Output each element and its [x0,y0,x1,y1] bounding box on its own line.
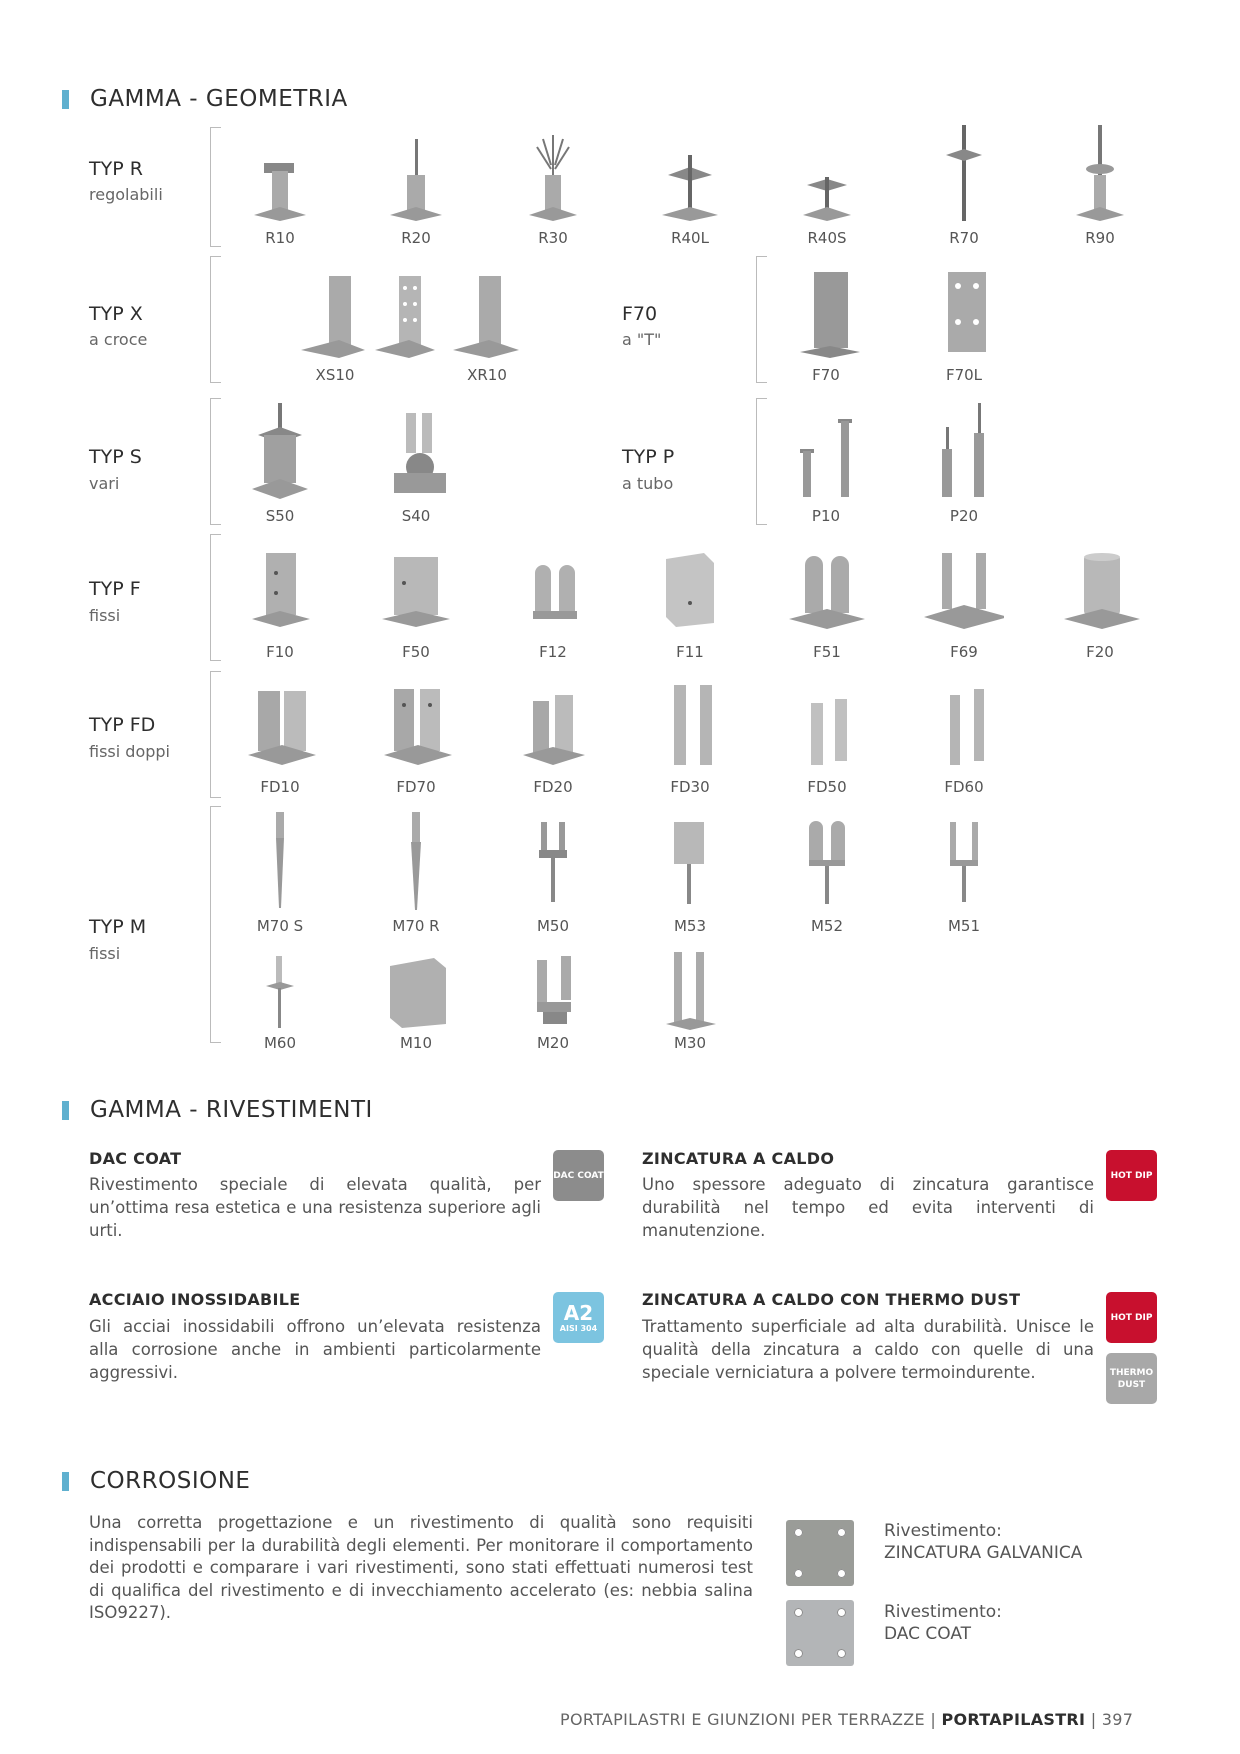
product-r40s [772,125,882,245]
product-f69-image [924,553,1004,653]
product-fd70 [361,685,471,805]
product-label: S40 [401,507,431,525]
product-m51-image [924,812,1004,912]
product-r10 [225,125,335,245]
product-label: M10 [399,1034,433,1052]
product-xs10-image [295,262,455,362]
coating-text: Trattamento superficiale ad alta durabilità. Unisce le qualità della zincatura a caldo con quelle di una speciale verniciatura a polvere termoindurente. [642,1317,1094,1382]
product-label: M20 [536,1034,570,1052]
product-m50 [498,812,608,935]
footer-separator: | [1090,1710,1097,1729]
group-name: F70 [622,303,658,325]
product-f50-image [376,553,456,653]
sample-2-value: DAC COAT [884,1624,972,1644]
sample-2-caption [884,1601,1002,1645]
group-subtitle: vari [89,474,120,493]
product-label: R40L [671,229,709,247]
page-number: 397 [1101,1710,1134,1729]
coating-title: ACCIAIO INOSSIDABILE [89,1290,301,1309]
product-p10-image [786,403,866,503]
product-f10 [225,553,335,673]
product-label: R70 [949,229,979,247]
group-bracket [756,256,757,383]
sample-hole [794,1608,803,1617]
group-bracket [210,127,211,247]
product-fd50-image [787,685,867,785]
group-subtitle: a croce [89,330,148,349]
product-label: FD50 [807,778,847,796]
dac-coat-badge [553,1150,604,1201]
product-m70r [361,812,471,935]
group-name: TYP R [89,158,143,180]
group-name: TYP S [89,446,142,468]
coating-title: ZINCATURA A CALDO [642,1149,835,1168]
group-subtitle: fissi doppi [89,742,170,761]
product-p20 [909,403,1019,523]
badge-main: A2 [563,1300,594,1325]
product-m70s [225,812,335,935]
product-s40-image [376,403,456,503]
product-f70l-image [924,262,1004,362]
product-label: S50 [265,507,295,525]
product-m10 [361,946,471,1066]
product-fd60 [909,685,1019,805]
a2-aisi304-badge [553,1292,604,1343]
product-f51 [772,553,882,673]
product-s40 [361,403,471,523]
sample-1-label: Rivestimento: [884,1521,1002,1541]
product-label: M53 [673,917,707,935]
badge-line-1: THERMO [1109,1367,1154,1378]
product-label: M60 [263,1034,297,1052]
group-subtitle: fissi [89,606,121,625]
badge-label: HOT DIP [1110,1312,1153,1323]
product-r40s-image [787,125,867,225]
product-fd50 [772,685,882,805]
product-f10-image [240,553,320,653]
product-fd60-image [924,685,1004,785]
sample-hole [837,1608,846,1617]
group-bracket [210,806,211,1043]
product-label: M30 [673,1034,707,1052]
product-r90-image [1060,125,1140,225]
group-subtitle: a "T" [622,330,662,349]
group-bracket [210,671,211,798]
footer-section: PORTAPILASTRI E GIUNZIONI PER TERRAZZE | [560,1710,937,1729]
coating-title: ZINCATURA A CALDO CON THERMO DUST [642,1290,1021,1309]
product-m52-image [787,812,867,912]
product-fd10 [225,685,335,805]
product-m52 [772,812,882,935]
corrosion-text: Una corretta progettazione e un rivestimento di qualità sono requisiti indispensabili per la durabilità degli elementi. Per monitorare il comportamento dei prodotti e comparare i vari rivestimenti, sono stati effettuati numerosi test di qualifica del rivestimento e di invecchiamento accelerato (es: nebbia salina ISO9227). [89,1513,753,1622]
section-title-text: CORROSIONE [90,1468,251,1494]
product-label: F11 [676,643,704,661]
product-f20-image [1060,553,1140,653]
product-label: FD60 [944,778,984,796]
product-xs10 [280,262,390,382]
product-xr10 [432,262,542,382]
product-m70r-image [376,812,456,912]
product-m60-image [240,946,320,1046]
section-title-text: GAMMA - GEOMETRIA [90,86,348,112]
thermo-dust-badge [1106,1353,1157,1404]
product-m10-image [376,946,456,1046]
sample-dac-coat-image [786,1600,854,1666]
section-title-coatings [62,1097,373,1123]
product-p20-image [924,403,1004,503]
product-f70l [909,262,1019,382]
product-fd10-image [240,685,320,785]
product-f12-image [513,553,593,653]
product-fd30-image [650,685,730,785]
sample-hole [837,1528,846,1537]
product-label: M70 R [392,917,440,935]
group-bracket [210,534,211,661]
section-marker [62,90,69,109]
product-label: F70 [812,366,840,384]
group-subtitle: fissi [89,944,121,963]
sample-hole [794,1569,803,1578]
group-bracket [210,398,211,525]
product-f51-image [787,553,867,653]
badge-sub: AISI 304 [559,1323,598,1333]
product-f70 [771,262,881,382]
product-label: R20 [401,229,431,247]
group-name: TYP FD [89,714,156,736]
product-m53 [635,812,745,935]
coating-title: DAC COAT [89,1149,182,1168]
badge-label: DAC COAT [553,1170,604,1181]
page-footer [560,1710,1133,1729]
product-m51 [909,812,1019,935]
product-label: F69 [950,643,978,661]
product-s50 [225,403,335,523]
product-p10 [771,403,881,523]
product-r90 [1045,125,1155,245]
hot-dip-badge [1106,1292,1157,1343]
section-title-geometry [62,86,348,112]
product-r10-image [240,125,320,225]
sample-hole [794,1528,803,1537]
coating-text: Gli acciai inossidabili offrono un’elevata resistenza alla corrosione anche in ambienti particolarmente aggressivi. [89,1317,541,1382]
coating-text: Uno spessore adeguato di zincatura garantisce durabilità nel tempo ed evita interventi di manutenzione. [642,1175,1094,1240]
product-fd70-image [376,685,456,785]
product-m20 [498,946,608,1066]
product-label: R90 [1085,229,1115,247]
product-label: FD70 [396,778,436,796]
product-f12 [498,553,608,673]
product-label: M50 [536,917,570,935]
product-label: FD30 [670,778,710,796]
group-name: TYP M [89,916,147,938]
product-label: P10 [811,507,841,525]
sample-1-value: ZINCATURA GALVANICA [884,1543,1083,1563]
product-m30 [635,946,745,1066]
section-marker [62,1101,69,1120]
product-f70-image [786,262,866,362]
product-r70 [909,125,1019,245]
product-label: XS10 [315,366,355,384]
product-f11 [635,553,745,673]
product-m20-image [513,946,593,1046]
product-label: F12 [539,643,567,661]
product-label: P20 [949,507,979,525]
coating-text: Rivestimento speciale di elevata qualità, per un’ottima resa estetica e una resistenza superiore agli urti. [89,1175,541,1240]
footer-chapter: PORTAPILASTRI [941,1710,1086,1729]
product-label: F20 [1086,643,1114,661]
product-label: F51 [813,643,841,661]
product-r30-image [513,125,593,225]
product-label: R40S [807,229,847,247]
sample-galvanized-image [786,1520,854,1586]
product-f50 [361,553,471,673]
product-r70-image [924,125,1004,225]
product-fd30 [635,685,745,805]
group-bracket [210,256,211,383]
product-m60 [225,946,335,1066]
badge-line-2: DUST [1117,1379,1146,1390]
product-label: M70 S [256,917,304,935]
product-label: R30 [538,229,568,247]
product-m53-image [650,812,730,912]
product-r20-image [376,125,456,225]
product-f20 [1045,553,1155,673]
product-label: F50 [402,643,430,661]
group-name: TYP F [89,578,141,600]
group-name: TYP X [89,303,143,325]
product-label: M52 [810,917,844,935]
sample-1-caption [884,1520,1082,1564]
group-name: TYP P [622,446,675,468]
product-fd20 [498,685,608,805]
product-m50-image [513,812,593,912]
product-m70s-image [240,812,320,912]
section-marker [62,1472,69,1491]
product-label: M51 [947,917,981,935]
product-f11-image [650,553,730,653]
product-r40l-image [650,125,730,225]
product-label: F10 [266,643,294,661]
sample-2-label: Rivestimento: [884,1602,1002,1622]
product-r20 [361,125,471,245]
group-subtitle: regolabili [89,185,163,204]
section-title-corrosion [62,1468,250,1494]
product-label: R10 [265,229,295,247]
product-m30-image [650,946,730,1046]
product-r30 [498,125,608,245]
group-bracket [756,398,757,525]
product-label: FD10 [260,778,300,796]
product-xr10-image [447,262,527,362]
product-label: XR10 [467,366,507,384]
sample-hole [837,1649,846,1658]
product-r40l [635,125,745,245]
sample-hole [794,1649,803,1658]
sample-hole [837,1569,846,1578]
badge-label: HOT DIP [1110,1170,1153,1181]
group-subtitle: a tubo [622,474,674,493]
product-label: FD20 [533,778,573,796]
hot-dip-badge [1106,1150,1157,1201]
product-label: F70L [945,366,983,384]
product-fd20-image [513,685,593,785]
product-f69 [909,553,1019,673]
product-s50-image [240,403,320,503]
section-title-text: GAMMA - RIVESTIMENTI [90,1097,373,1123]
